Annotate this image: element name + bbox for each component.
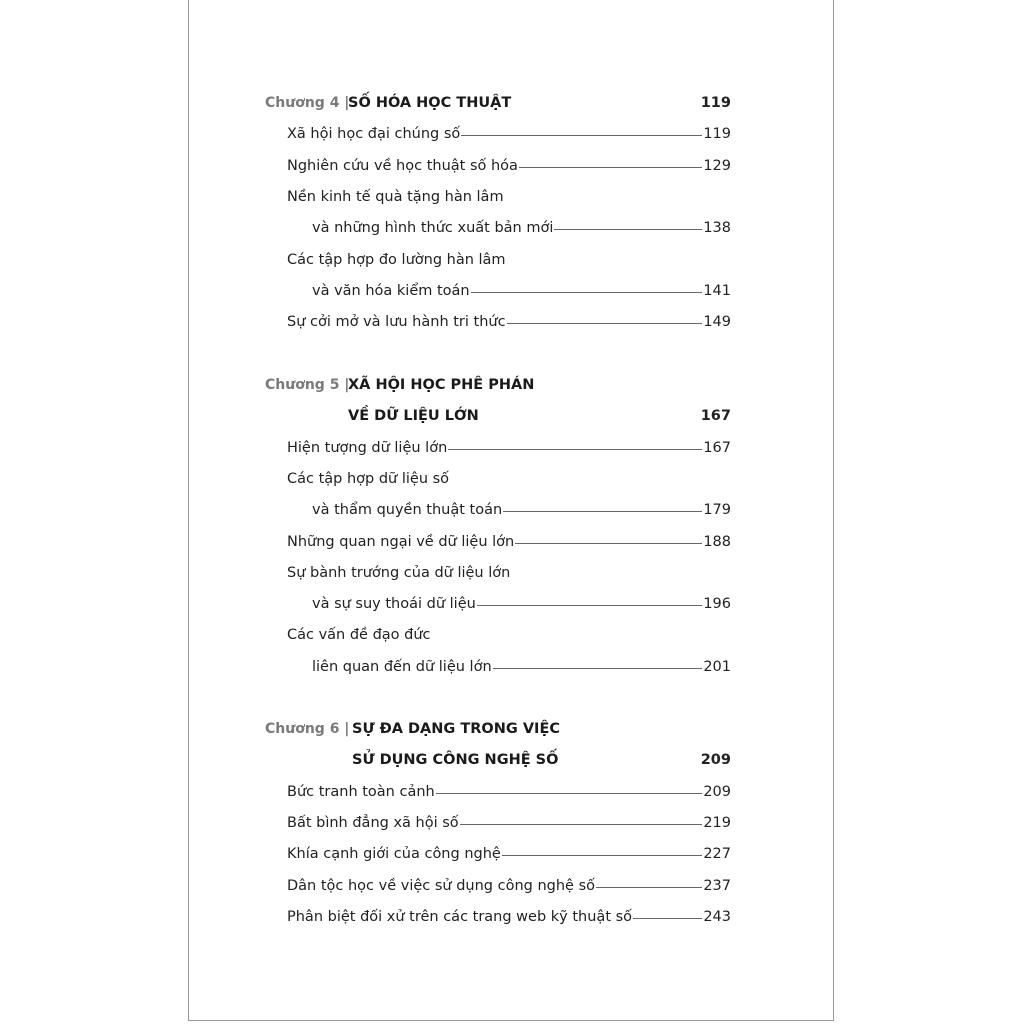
chapter-label: Chương 4 | [265, 95, 350, 111]
toc-entry[interactable] [312, 596, 731, 618]
toc-entry[interactable] [287, 252, 731, 274]
toc-entry[interactable] [287, 189, 731, 211]
toc-entry[interactable] [287, 846, 731, 868]
dot-leader [493, 668, 703, 669]
toc-entry[interactable] [287, 627, 731, 649]
dot-leader [448, 449, 702, 450]
chapter-label: Chương 6 | [265, 721, 350, 737]
toc-entry[interactable] [287, 158, 731, 180]
toc-entry[interactable] [287, 878, 731, 900]
entry-page-number: 119 [703, 126, 731, 143]
dot-leader [460, 824, 703, 825]
toc-entry[interactable] [312, 502, 731, 524]
entry-page-number: 201 [703, 658, 731, 675]
chapter-label: Chương 5 | [265, 377, 350, 393]
chapter-heading [265, 721, 731, 743]
entry-page-number: 167 [703, 439, 731, 456]
entry-title: Các tập hợp dữ liệu số [287, 470, 450, 487]
toc-entry[interactable] [287, 565, 731, 587]
entry-title: và thẩm quyền thuật toán [312, 502, 503, 519]
entry-title: Khía cạnh giới của công nghệ [287, 846, 501, 863]
entry-title: Phân biệt đối xử trên các trang web kỹ thuật số [287, 908, 633, 925]
chapter-page-number: 209 [700, 752, 731, 769]
toc-entry[interactable] [312, 659, 731, 681]
toc-entry[interactable] [287, 440, 731, 462]
entry-title: Các tập hợp đo lường hàn lâm [287, 251, 506, 268]
chapter-title: VỀ DỮ LIỆU LỚN [348, 408, 479, 425]
entry-title: Bức tranh toàn cảnh [287, 783, 435, 800]
entry-page-number: 138 [703, 220, 731, 237]
entry-page-number: 219 [703, 814, 731, 831]
dot-leader [477, 605, 703, 606]
toc-entry[interactable] [312, 283, 731, 305]
chapter-title: SỬ DỤNG CÔNG NGHỆ SỐ [352, 752, 559, 769]
toc-entry[interactable] [287, 314, 731, 336]
entry-title: Nền kinh tế quà tặng hàn lâm [287, 188, 504, 205]
entry-page-number: 243 [703, 908, 731, 925]
entry-page-number: 196 [703, 596, 731, 613]
entry-title: Hiện tượng dữ liệu lớn [287, 439, 448, 456]
entry-title: Xã hội học đại chúng số [287, 126, 461, 143]
dot-leader [596, 887, 702, 888]
entry-title: và văn hóa kiểm toán [312, 282, 470, 299]
entry-page-number: 227 [703, 846, 731, 863]
chapter-title: SỐ HÓA HỌC THUẬT [348, 95, 512, 111]
entry-title: Sự bành trướng của dữ liệu lớn [287, 564, 511, 581]
chapter-page-number: 167 [700, 408, 731, 425]
dot-leader [436, 793, 703, 794]
toc-entry[interactable] [287, 815, 731, 837]
entry-title: Các vấn đề đạo đức [287, 627, 431, 644]
entry-page-number: 179 [703, 502, 731, 519]
dot-leader [461, 135, 702, 136]
entry-page-number: 149 [703, 314, 731, 331]
dot-leader [519, 167, 702, 168]
chapter-heading [265, 377, 731, 399]
dot-leader [471, 292, 703, 293]
entry-title: và những hình thức xuất bản mới [312, 220, 554, 237]
toc-entry[interactable] [287, 471, 731, 493]
entry-title: liên quan đến dữ liệu lớn [312, 658, 492, 675]
entry-page-number: 237 [703, 877, 731, 894]
chapter-title: SỰ ĐA DẠNG TRONG VIỆC [352, 721, 560, 737]
entry-title: Dân tộc học về việc sử dụng công nghệ số [287, 877, 595, 894]
toc-entry[interactable] [287, 534, 731, 556]
dot-leader [554, 229, 702, 230]
entry-page-number: 188 [703, 533, 731, 550]
toc-entry[interactable] [287, 909, 731, 931]
chapter-heading [265, 95, 731, 117]
dot-leader [515, 543, 702, 544]
entry-page-number: 141 [703, 282, 731, 299]
toc-entry[interactable] [287, 126, 731, 148]
dot-leader [503, 511, 702, 512]
entry-title: Bất bình đẳng xã hội số [287, 814, 459, 831]
entry-title: Nghiên cứu về học thuật số hóa [287, 157, 518, 174]
entry-title: và sự suy thoái dữ liệu [312, 596, 476, 613]
toc-entry[interactable] [287, 784, 731, 806]
dot-leader [502, 855, 702, 856]
chapter-heading [348, 408, 731, 430]
entry-title: Những quan ngại về dữ liệu lớn [287, 533, 515, 550]
entry-page-number: 129 [703, 157, 731, 174]
entry-title: Sự cởi mở và lưu hành tri thức [287, 314, 506, 331]
chapter-title: XÃ HỘI HỌC PHÊ PHÁN [348, 377, 535, 393]
chapter-page-number: 119 [700, 95, 731, 111]
dot-leader [633, 918, 702, 919]
toc-entry[interactable] [312, 220, 731, 242]
chapter-heading [352, 752, 731, 774]
entry-page-number: 209 [703, 783, 731, 800]
dot-leader [507, 323, 703, 324]
